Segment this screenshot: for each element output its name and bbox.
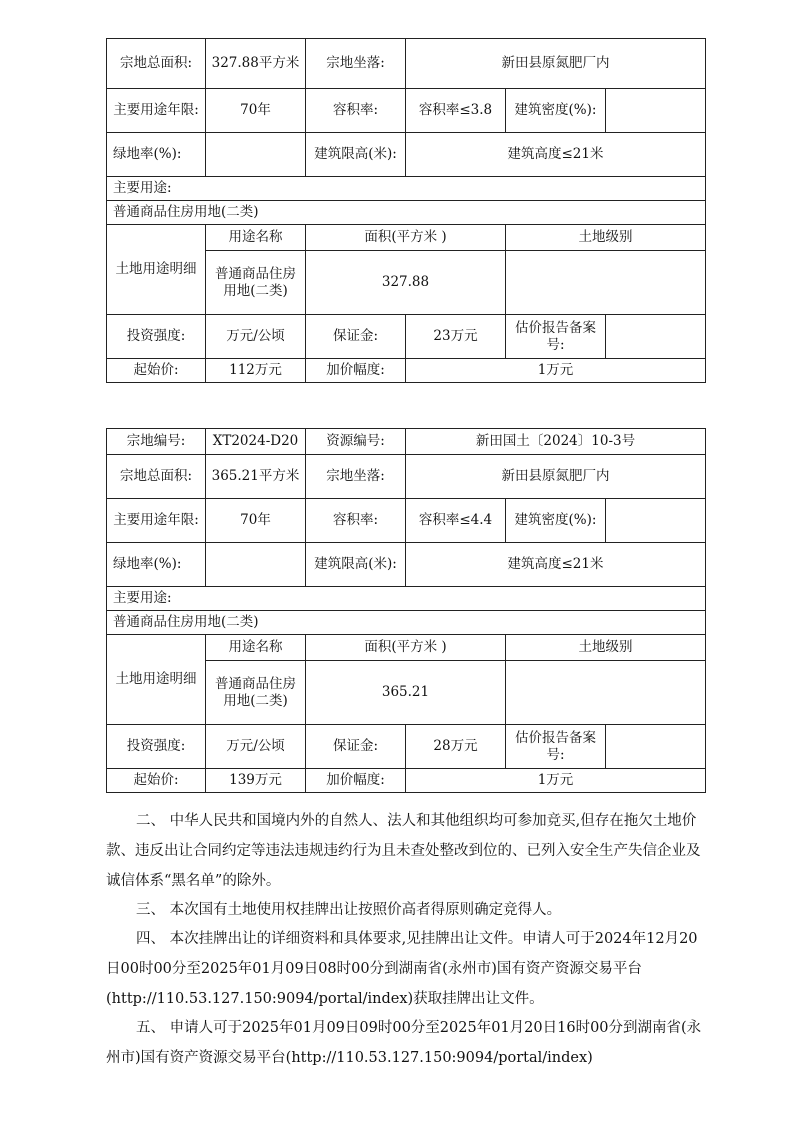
col-use-name: 用途名称 — [206, 225, 306, 251]
start-price-value: 139万元 — [206, 769, 306, 793]
far-value: 容积率≤3.8 — [406, 89, 506, 133]
green-value — [206, 133, 306, 177]
table-row — [107, 611, 706, 635]
table-row — [107, 499, 706, 543]
land-use-detail-label: 土地用途明细 — [107, 635, 206, 725]
term-value: 70年 — [206, 89, 306, 133]
table-row — [107, 201, 706, 225]
detail-area: 327.88 — [306, 251, 506, 315]
paragraph-application: 五、 申请人可于2025年01月09日09时00分至2025年01月20日16时00分到湖南省(永州市)国有资产资源交易平台(http://110.53.127.150:9094/portal/index) — [106, 1020, 702, 1066]
col-grade: 土地级别 — [506, 635, 706, 661]
table-row — [107, 635, 706, 661]
invest-label: 投资强度: — [107, 315, 206, 359]
paragraph-documents: 四、 本次挂牌出让的详细资料和具体要求,见挂牌出让文件。申请人可于2024年12月20日00时00分至2025年01月09日08时00分到湖南省(永州市)国有资产资源交易平台(http://110.53.127.150:9094/portal/index)获取挂牌出让文件。 — [106, 931, 698, 1007]
appraisal-label: 估价报告备案号: — [506, 315, 606, 359]
col-area: 面积(平方米 ) — [306, 635, 506, 661]
table-row — [107, 725, 706, 769]
table-row — [107, 225, 706, 251]
detail-use: 普通商品住房用地(二类) — [206, 251, 306, 315]
table-row — [107, 429, 706, 455]
table-row — [107, 39, 706, 89]
increment-label: 加价幅度: — [306, 359, 406, 383]
col-grade: 土地级别 — [506, 225, 706, 251]
code-value: XT2024-D20 — [206, 429, 306, 455]
location-value: 新田县原氮肥厂内 — [406, 455, 706, 499]
parcel-2-table — [106, 428, 706, 793]
total-area-value: 327.88平方米 — [206, 39, 306, 89]
density-label: 建筑密度(%): — [506, 89, 606, 133]
density-value — [606, 89, 706, 133]
green-label: 绿地率(%): — [107, 133, 206, 177]
term-label: 主要用途年限: — [107, 89, 206, 133]
height-value: 建筑高度≤21米 — [406, 543, 706, 587]
density-value — [606, 499, 706, 543]
density-label: 建筑密度(%): — [506, 499, 606, 543]
invest-value: 万元/公顷 — [206, 725, 306, 769]
main-use-label: 主要用途: — [107, 587, 706, 611]
height-label: 建筑限高(米): — [306, 133, 406, 177]
resource-label: 资源编号: — [306, 429, 406, 455]
detail-use: 普通商品住房用地(二类) — [206, 661, 306, 725]
table-row — [107, 315, 706, 359]
detail-grade — [506, 251, 706, 315]
total-area-value: 365.21平方米 — [206, 455, 306, 499]
invest-label: 投资强度: — [107, 725, 206, 769]
table-row — [107, 543, 706, 587]
far-value: 容积率≤4.4 — [406, 499, 506, 543]
term-label: 主要用途年限: — [107, 499, 206, 543]
appraisal-label: 估价报告备案号: — [506, 725, 606, 769]
location-value: 新田县原氮肥厂内 — [406, 39, 706, 89]
land-use-detail-label: 土地用途明细 — [107, 225, 206, 315]
appraisal-value — [606, 315, 706, 359]
paragraph-winner-rule: 三、 本次国有土地使用权挂牌出让按照价高者得原则确定竞得人。 — [136, 902, 562, 918]
increment-label: 加价幅度: — [306, 769, 406, 793]
location-label: 宗地坐落: — [306, 39, 406, 89]
table-row — [107, 177, 706, 201]
resource-value: 新田国土〔2024〕10-3号 — [406, 429, 706, 455]
deposit-value: 23万元 — [406, 315, 506, 359]
table-row — [107, 359, 706, 383]
far-label: 容积率: — [306, 89, 406, 133]
col-use-name: 用途名称 — [206, 635, 306, 661]
term-value: 70年 — [206, 499, 306, 543]
height-value: 建筑高度≤21米 — [406, 133, 706, 177]
deposit-label: 保证金: — [306, 725, 406, 769]
table-row — [107, 587, 706, 611]
table-row — [107, 89, 706, 133]
total-area-label: 宗地总面积: — [107, 39, 206, 89]
code-label: 宗地编号: — [107, 429, 206, 455]
deposit-value: 28万元 — [406, 725, 506, 769]
start-price-label: 起始价: — [107, 359, 206, 383]
total-area-label: 宗地总面积: — [107, 455, 206, 499]
table-row — [107, 133, 706, 177]
deposit-label: 保证金: — [306, 315, 406, 359]
start-price-value: 112万元 — [206, 359, 306, 383]
main-use-value: 普通商品住房用地(二类) — [107, 201, 706, 225]
location-label: 宗地坐落: — [306, 455, 406, 499]
invest-value: 万元/公顷 — [206, 315, 306, 359]
green-label: 绿地率(%): — [107, 543, 206, 587]
table-row — [107, 769, 706, 793]
detail-grade — [506, 661, 706, 725]
table-row — [107, 455, 706, 499]
start-price-label: 起始价: — [107, 769, 206, 793]
paragraph-eligibility: 二、 中华人民共和国境内外的自然人、法人和其他组织均可参加竞买,但存在拖欠土地价款、违反出让合同约定等违法违规违约行为且未查处整改到位的、已列入安全生产失信企业及诚信体系“黑名单”的除外。 — [106, 813, 701, 889]
far-label: 容积率: — [306, 499, 406, 543]
increment-value: 1万元 — [406, 769, 706, 793]
main-use-value: 普通商品住房用地(二类) — [107, 611, 706, 635]
appraisal-value — [606, 725, 706, 769]
green-value — [206, 543, 306, 587]
detail-area: 365.21 — [306, 661, 506, 725]
parcel-1-table — [106, 38, 706, 383]
col-area: 面积(平方米 ) — [306, 225, 506, 251]
main-use-label: 主要用途: — [107, 177, 706, 201]
increment-value: 1万元 — [406, 359, 706, 383]
height-label: 建筑限高(米): — [306, 543, 406, 587]
